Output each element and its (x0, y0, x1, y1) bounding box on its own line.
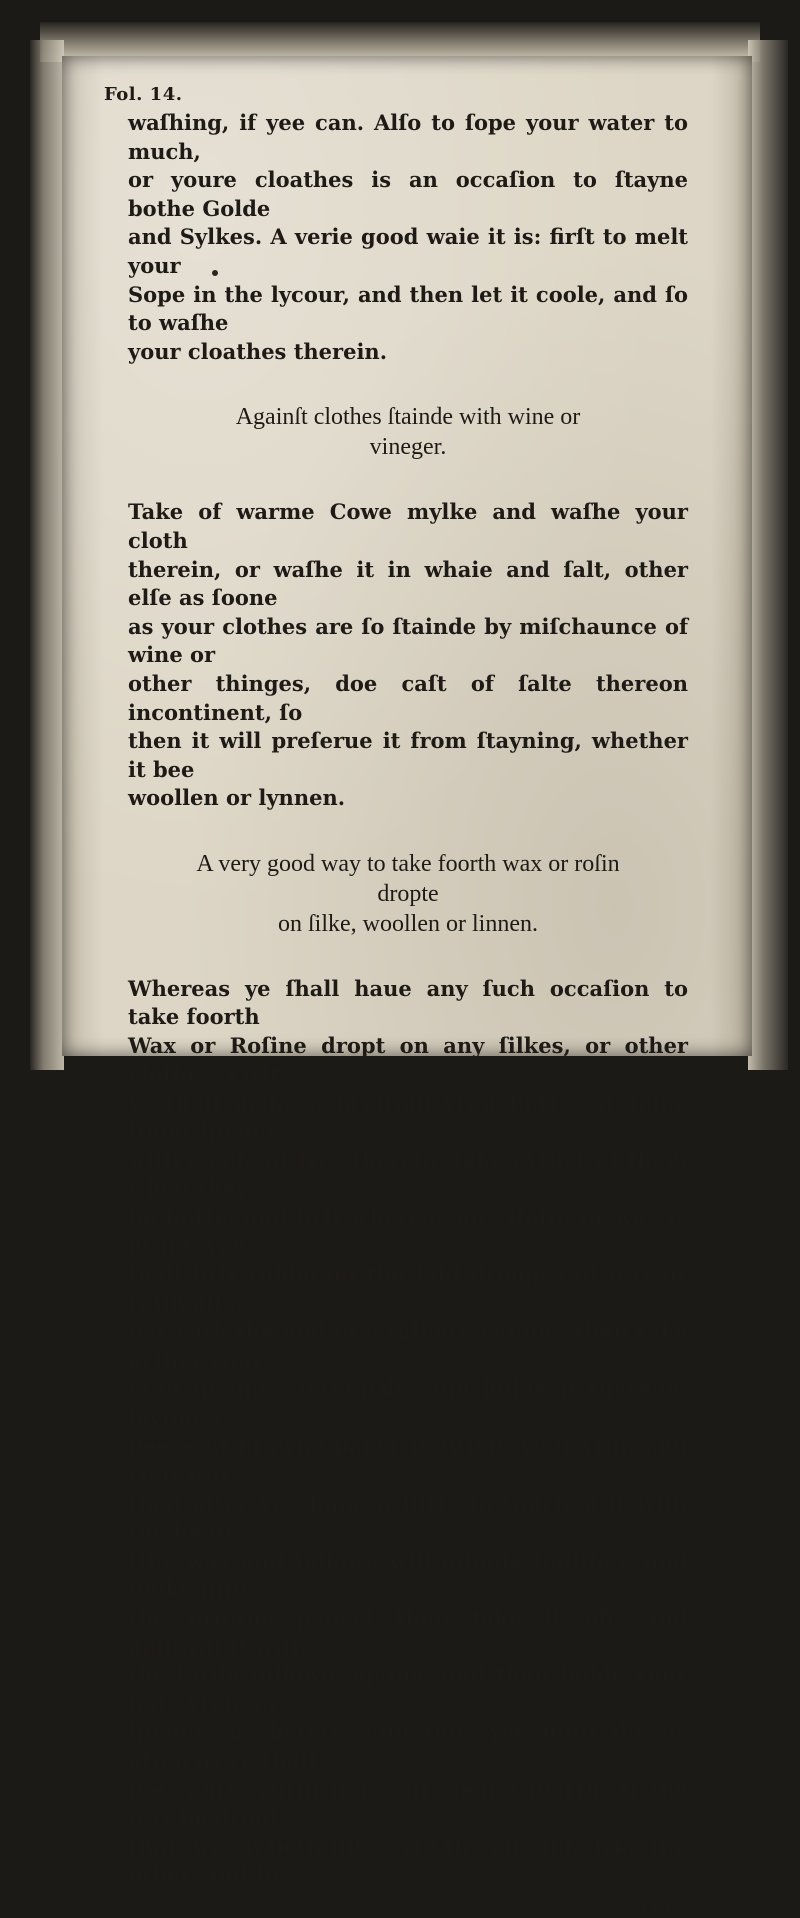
text-line: the ſayde tallowe againe, and then holde your hote yron, or (128, 1662, 688, 1716)
text-line: waſhing, if yee can. Alſo to ſope your water to much, (128, 110, 688, 164)
paragraph-wax-removal (128, 975, 688, 1890)
folio-number: Fol. 14. (104, 84, 183, 105)
text-line: yron ſpoone aforeſayde, and holde it thereon, laying a (128, 1376, 688, 1430)
text-line: or youre cloathes is an occaſion to ſtayne bothe Golde (128, 167, 688, 221)
text-line: the browne paper) then take it off, and annoynt it with (128, 1604, 688, 1659)
text-line: with a cole of fyre therein, take eyther of them when they (128, 1147, 688, 1202)
heading-line: Againſt clothes ſtainde with wine or (235, 404, 581, 431)
text-line: ſpoone, as before, and thus yee muſt do, as often as ye ſhall (128, 1719, 688, 1773)
text-line: ſhall firſt rubbe on the ſaid droppes of wax or roſin all o- (128, 1261, 688, 1316)
text-line: Whereas ye ſhall haue any ſuch occaſion to take foorth (128, 975, 688, 1030)
text-line: Wax or Roſine dropt on any ſilkes, or other clothes. Firſt (128, 1033, 688, 1087)
text-line: as your clothes are ſo ſtainde by miſchaunce of wine or (128, 613, 688, 668)
page-left-edge (30, 40, 64, 1070)
text-line: then after yee haue a little ſo touched it with the heate, (128, 1490, 688, 1545)
text-line: your cloathes therein. (128, 338, 388, 364)
text-line: and Sylkes. A verie good waie it is: firſt to melt your (128, 224, 688, 278)
text-line: therein, or waſhe it in whaie and ſalt, other elſe as ſoone (128, 556, 688, 611)
text-line: then it will preſerue it from ſtayning, whether it bee (128, 728, 688, 782)
text-line: (the wax and tallowe will mingle togither, and ſooke into (128, 1547, 688, 1602)
section-heading-wax-removal (128, 849, 688, 939)
text-line: Sope in the lycour, and then let it coole, and ſo to waſhe (128, 281, 688, 336)
text-line: other thinges, doe caſt of ſalte thereon incontinent, ſo (128, 670, 688, 725)
text-line: Take of warme Cowe mylke and waſhe your cloth (128, 499, 688, 553)
text-line: thorowe on both ſides, vſe the one ſide lyke the other, and ſo (128, 1833, 688, 1888)
page-right-edge (748, 40, 788, 1070)
paragraph-washing (128, 109, 688, 366)
text-line: uer with the end of a tallowe candle, then take eyther your (128, 1319, 688, 1373)
heading-line: on ſilke, woollen or linnen. (278, 910, 538, 937)
text-line: peece of browne paper betwixte your yron and your wax, (128, 1433, 688, 1487)
heading-line: A very good way to take foorth wax or roſin dropte (196, 850, 620, 907)
catchword: yee (639, 1890, 678, 1916)
page-text (104, 84, 688, 1918)
text-line: be hotte, and firſt whereas any Roſin or wax is dropt, yee (128, 1204, 688, 1259)
heading-line: vineger. (369, 434, 447, 461)
section-heading-wine-stains (128, 402, 688, 462)
paragraph-wine-stains (128, 498, 688, 813)
text-line: ye ſhall make a preſſing yron hotte, or ſome ſiluer ſpoone, (128, 1090, 688, 1144)
text-line: woollen or lynnen. (128, 785, 346, 811)
text-line: ſee cauſe, vntill it be all cleane foorth. If the wax be dropt (128, 1776, 688, 1831)
